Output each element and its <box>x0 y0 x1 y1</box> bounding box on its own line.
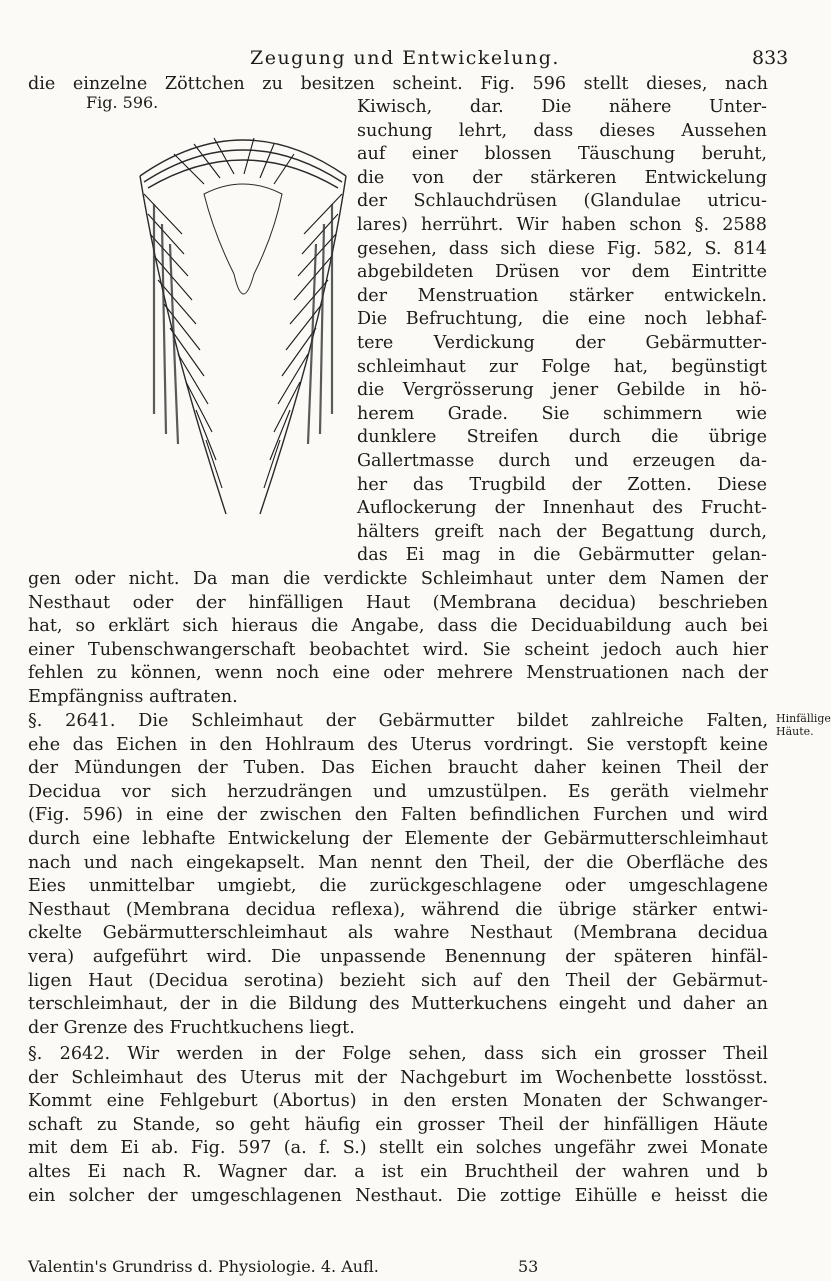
text-line: der Menstruation stärker entwickeln. <box>357 285 767 306</box>
page-number: 833 <box>752 47 789 69</box>
text-line: lares) herrührt. Wir haben schon §. 2588 <box>357 214 767 235</box>
text-line: fehlen zu können, wenn noch eine oder mehrere Menstruationen nach der <box>28 663 768 684</box>
text-line: einer Tubenschwangerschaft beobachtet wird. Sie scheint jedoch auch hier <box>28 639 768 660</box>
text-line: Die Befruchtung, die eine noch lebhaf- <box>357 309 767 330</box>
text-line: ein solcher der umgeschlagenen Nesthaut. Die zottige Eihülle e heisst die <box>28 1185 768 1206</box>
text-line: gen oder nicht. Da man die verdickte Schleimhaut unter dem Namen der <box>28 569 768 589</box>
text-line: herem Grade. Sie schimmern wie <box>357 403 767 424</box>
text-line: Kommt eine Fehlgeburt (Abortus) in den ersten Monaten der Schwanger- <box>28 1091 768 1112</box>
text-line: die von der stärkeren Entwickelung <box>357 167 767 188</box>
text-line: dunklere Streifen durch die übrige <box>357 427 767 448</box>
text-line: Kiwisch, dar. Die nähere Unter- <box>357 97 767 117</box>
header-title: Zeugung und Entwickelung. <box>250 47 560 69</box>
text-line: terschleimhaut, der in die Bildung des Mutterkuchens eingeht und daher an <box>28 994 768 1015</box>
text-line: nach und nach eingekapselt. Man nennt den Theil, der die Oberfläche des <box>28 852 768 873</box>
text-line: der Schlauchdrüsen (Glandulae utricu- <box>357 191 767 212</box>
text-line: das Ei mag in die Gebärmutter gelan- <box>357 545 767 566</box>
footer-signature: 53 <box>518 1257 539 1276</box>
footer-book-title: Valentin's Grundriss d. Physiologie. 4. Aufl. <box>28 1257 379 1276</box>
text-line: Decidua vor sich herzudrängen und umzustülpen. Es geräth vielmehr <box>28 781 768 802</box>
text-line: die einzelne Zöttchen zu besitzen scheint. Fig. 596 stellt dieses, nach <box>28 74 768 94</box>
section-2641 <box>28 710 768 1040</box>
text-line: Auflockerung der Innenhaut des Frucht- <box>357 498 767 519</box>
margin-note-line: Hinfällige <box>776 712 831 725</box>
text-line: schleimhaut zur Folge hat, begünstigt <box>357 356 767 377</box>
text-line: §. 2641. Die Schleimhaut der Gebärmutter bildet zahlreiche Falten, <box>28 711 768 731</box>
text-line: Empfängniss auftraten. <box>28 686 238 707</box>
text-line: der Grenze des Fruchtkuchens liegt. <box>28 1017 355 1038</box>
text-line: die Vergrösserung jener Gebilde in hö- <box>357 380 767 401</box>
text-line: durch eine lebhafte Entwickelung der Elemente der Gebärmutterschleimhaut <box>28 828 768 849</box>
section-2642 <box>28 1043 768 1208</box>
text-line: der Mündungen der Tuben. Das Eichen braucht daher keinen Theil der <box>28 758 768 779</box>
text-line: mit dem Ei ab. Fig. 597 (a. f. S.) stellt ein solches ungefähr zwei Monate <box>28 1138 768 1159</box>
text-line: §. 2642. Wir werden in der Folge sehen, dass sich ein grosser Theil <box>28 1044 768 1064</box>
text-line: Nesthaut (Membrana decidua reflexa), während die übrige stärker entwi- <box>28 899 768 920</box>
right-column-text <box>357 96 767 568</box>
uterus-decidua-illustration <box>134 114 352 534</box>
text-line: ckelte Gebärmutterschleimhaut als wahre Nesthaut (Membrana decidua <box>28 923 768 944</box>
text-line: Nesthaut oder der hinfälligen Haut (Membrana decidua) beschrieben <box>28 592 768 613</box>
text-line: hat, so erklärt sich hieraus die Angabe, dass die Deciduabildung auch bei <box>28 616 768 637</box>
text-line: Eies unmittelbar umgiebt, die zurückgeschlagene oder umgeschlagene <box>28 876 768 897</box>
margin-note-line: Häute. <box>776 725 814 738</box>
text-line: tere Verdickung der Gebärmutter- <box>357 332 767 353</box>
text-line: abgebildeten Drüsen vor dem Eintritte <box>357 262 767 283</box>
margin-note <box>776 712 831 738</box>
text-line: vera) aufgeführt wird. Die unpassende Benennung der späteren hinfäl- <box>28 946 768 967</box>
figure-caption: Fig. 596. <box>86 93 159 112</box>
text-line: her das Trugbild der Zotten. Diese <box>357 474 767 495</box>
text-line: ligen Haut (Decidua serotina) bezieht sich auf den Theil der Gebärmut- <box>28 970 768 991</box>
figure-596 <box>134 114 352 538</box>
text-line: gesehen, dass sich diese Fig. 582, S. 814 <box>357 238 767 259</box>
text-line: altes Ei nach R. Wagner dar. a ist ein Bruchtheil der wahren und b <box>28 1161 768 1182</box>
text-line: ehe das Eichen in den Hohlraum des Uterus vordringt. Sie verstopft keine <box>28 734 768 755</box>
text-line: hälters greift nach der Begattung durch, <box>357 521 767 542</box>
text-line: auf einer blossen Täuschung beruht, <box>357 144 767 165</box>
text-line: der Schleimhaut des Uterus mit der Nachgeburt im Wochenbette losstösst. <box>28 1067 768 1088</box>
text-line: suchung lehrt, dass dieses Aussehen <box>357 120 767 141</box>
text-line: Gallertmasse durch und erzeugen da- <box>357 450 767 471</box>
continuation-paragraph <box>28 568 768 710</box>
text-line: (Fig. 596) in eine der zwischen den Falten befindlichen Furchen und wird <box>28 805 768 826</box>
running-header <box>0 47 801 69</box>
text-line: schaft zu Stande, so geht häufig ein grosser Theil der hinfälligen Häute <box>28 1114 768 1135</box>
